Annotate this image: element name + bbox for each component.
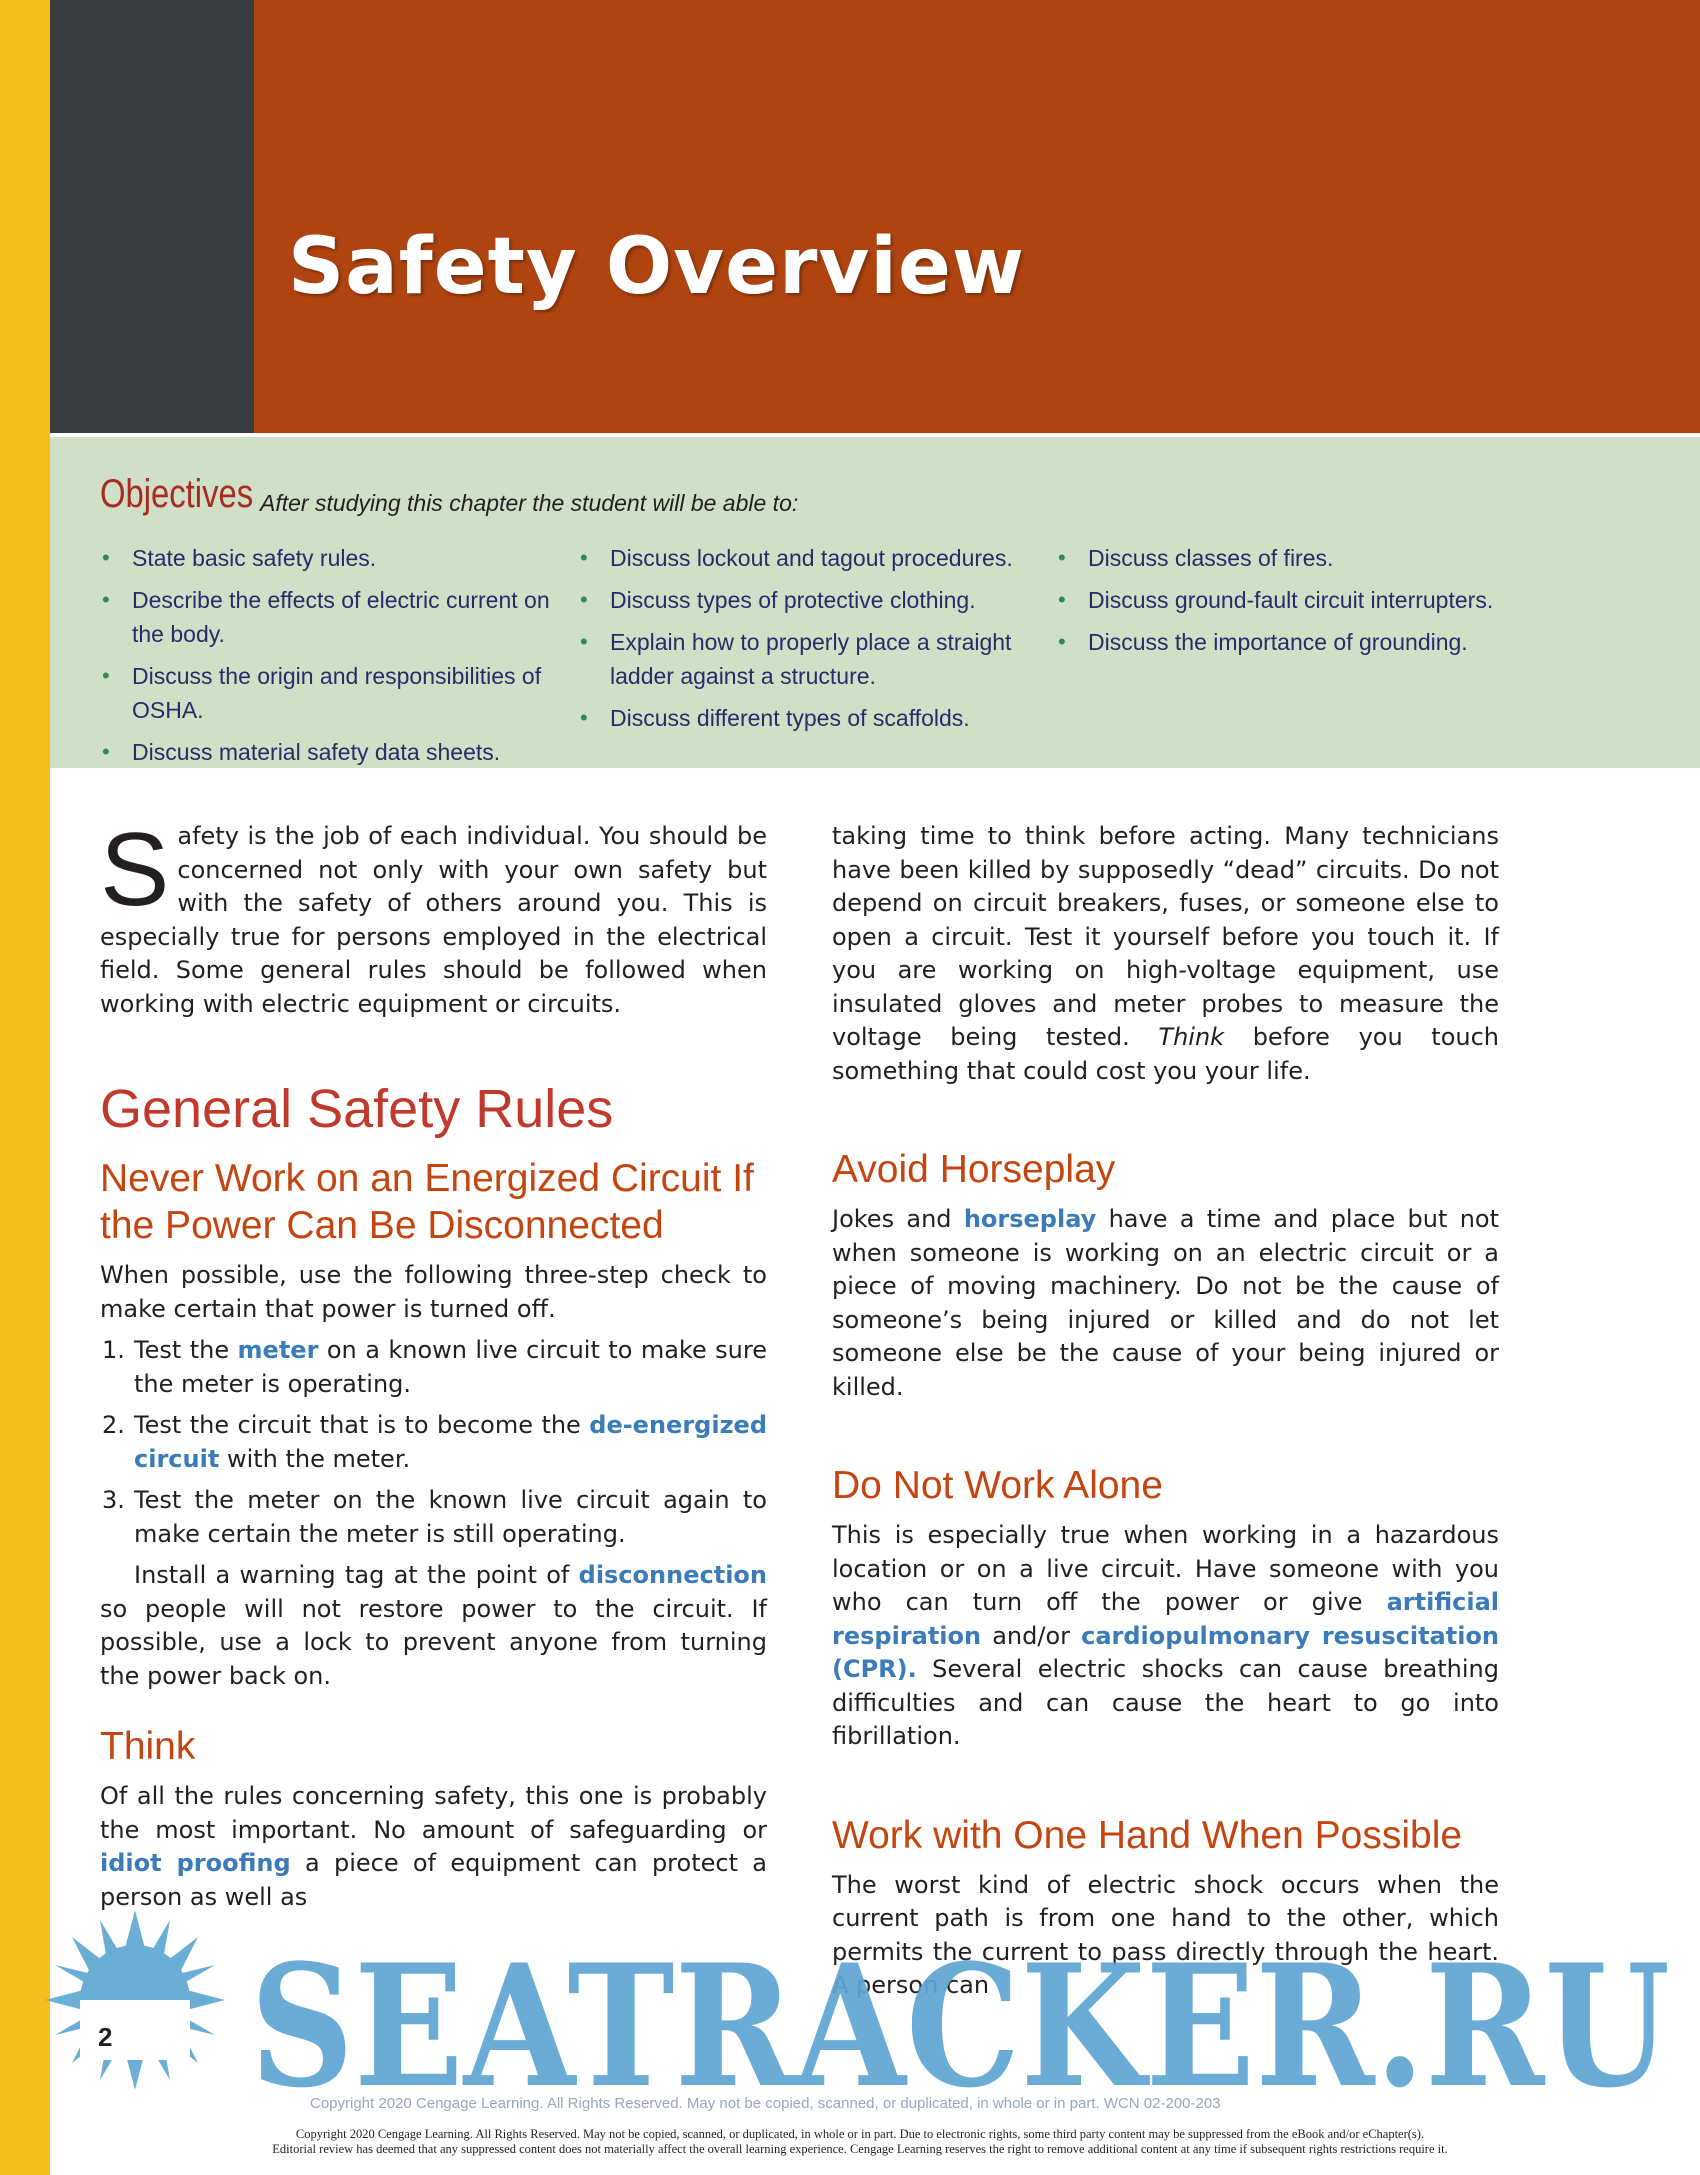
paragraph-text-end: a piece of equipment can protect a person as well as xyxy=(100,1849,767,1911)
disconnection-paragraph xyxy=(100,1559,767,1693)
one-hand-heading: Work with One Hand When Possible xyxy=(832,1813,1463,1857)
header-dark-block xyxy=(50,0,254,433)
paragraph-text: taking time to think before acting. Many technicians have been killed by supposedly “dead” circuits. Do not depend on circuit breakers, fuses, or someone else to open a circuit. Test it yourself before you touch it. If you are working on high-voltage equipment, use insulated gloves and meter probes to measure the voltage being tested. xyxy=(832,822,1499,1051)
bullet-icon: • xyxy=(102,739,110,764)
step-item xyxy=(100,1334,767,1401)
chapter-title-band xyxy=(254,0,1700,433)
objective-text: Discuss lockout and tagout procedures. xyxy=(610,545,1013,571)
bullet-icon: • xyxy=(102,587,110,612)
general-rules-heading: General Safety Rules xyxy=(100,1079,614,1139)
bullet-icon: • xyxy=(1058,629,1066,654)
key-term-artificial-respiration: artificial respiration xyxy=(832,1588,1499,1650)
left-accent-bar xyxy=(0,0,50,2175)
footer-line-1: Copyright 2020 Cengage Learning. All Rights Reserved. May not be copied, scanned, or duplicated, in whole or in part. Due to electronic rights, some third party content may be suppressed from the eBook and/or eChapter(s). xyxy=(295,2127,1425,2141)
step-text-end: on a known live circuit to make sure the meter is operating. xyxy=(134,1336,768,1398)
paragraph-text: Install a warning tag at the point of xyxy=(134,1561,579,1589)
paragraph-text: Of all the rules concerning safety, this one is probably the most important. No amount of safeguarding or xyxy=(100,1782,767,1844)
objectives-column-2 xyxy=(578,541,1023,743)
work-alone-paragraph xyxy=(832,1519,1499,1754)
step-text-end: with the meter. xyxy=(219,1444,411,1473)
objective-text: Describe the effects of electric current on the body. xyxy=(132,587,550,647)
objectives-intro: After studying this chapter the student will be able to: xyxy=(260,490,799,516)
objective-item xyxy=(1056,541,1496,575)
objective-item xyxy=(1056,625,1496,659)
objective-text: Discuss ground-fault circuit interrupters. xyxy=(1088,587,1494,613)
key-term-idiot-proofing: idiot proofing xyxy=(100,1849,291,1877)
never-work-heading: Never Work on an Energized Circuit If the Power Can Be Disconnected xyxy=(100,1157,754,1247)
emphasis-think: Think xyxy=(1158,1023,1225,1051)
intro-paragraph xyxy=(100,812,767,1021)
objective-item xyxy=(578,541,1023,575)
objective-item xyxy=(578,583,1023,617)
objective-text: Discuss types of protective clothing. xyxy=(610,587,976,613)
objectives-column-1 xyxy=(100,541,555,777)
never-work-lead: When possible, use the following three-step check to make certain that power is turned off. xyxy=(100,1261,767,1323)
watermark-copyright: Copyright 2020 Cengage Learning. All Rights Reserved. May not be copied, scanned, or duplicated, in whole or in part. WCN 02-200-203 xyxy=(310,2095,1221,2112)
objective-item xyxy=(1056,583,1496,617)
think-heading: Think xyxy=(100,1725,196,1768)
step-number: 2. xyxy=(102,1411,125,1439)
step-text: Test the meter on the known live circuit again to make certain the meter is still operating. xyxy=(134,1486,767,1548)
step-item xyxy=(100,1484,767,1551)
bullet-icon: • xyxy=(580,705,588,730)
objectives-header xyxy=(100,472,799,517)
paragraph-text-end: before you touch something that could cost you your life. xyxy=(832,1023,1500,1085)
paragraph-text-end: so people will not restore power to the circuit. If possible, use a lock to prevent anyone from turning the power back on. xyxy=(100,1594,767,1690)
objective-item xyxy=(100,659,555,727)
objectives-column-3 xyxy=(1056,541,1496,667)
paragraph-text-end: have a time and place but not when someone is working on an electric circuit or a piece of moving machinery. Do not be the cause of someone’s being injured or killed and do not let someone else be the cause of your being injured or killed. xyxy=(832,1205,1500,1401)
key-term-horseplay: horseplay xyxy=(963,1205,1097,1233)
objective-item xyxy=(578,625,1023,693)
paragraph-text: This is especially true when working in a hazardous location or on a live circuit. Have someone with you who can turn off the power or give xyxy=(832,1521,1499,1616)
page-number: 2 xyxy=(98,2022,113,2052)
bullet-icon: • xyxy=(1058,545,1066,570)
bullet-icon: • xyxy=(580,587,588,612)
bullet-icon: • xyxy=(580,545,588,570)
key-term-disconnection: disconnection xyxy=(578,1561,767,1589)
bullet-icon: • xyxy=(102,545,110,570)
bullet-icon: • xyxy=(102,663,110,688)
think-paragraph xyxy=(100,1780,767,1914)
drop-cap: S xyxy=(100,812,170,928)
body-column-left xyxy=(100,812,768,1914)
objectives-label: Objectives xyxy=(100,472,254,516)
key-term-de-energized-circuit: de-energized circuit xyxy=(134,1411,767,1473)
step-text: Test the circuit that is to become the xyxy=(134,1411,590,1439)
key-term-meter: meter xyxy=(237,1336,319,1364)
horseplay-heading: Avoid Horseplay xyxy=(832,1148,1116,1191)
objective-text: Explain how to properly place a straight ladder against a structure. xyxy=(610,629,1012,689)
objective-item xyxy=(100,735,555,769)
sunburst-logo-icon xyxy=(45,1910,225,2090)
body-column-right xyxy=(832,820,1499,2003)
watermark xyxy=(0,1900,1700,2100)
horseplay-paragraph xyxy=(832,1203,1499,1404)
one-hand-paragraph: The worst kind of electric shock occurs when the current path is from one hand to the other, which permits the current to pass directly through the heart. A person can xyxy=(832,1870,1499,1999)
work-alone-heading: Do Not Work Alone xyxy=(832,1464,1163,1507)
objective-text: Discuss classes of fires. xyxy=(1088,545,1334,571)
chapter-title: Safety Overview xyxy=(288,222,1025,312)
intro-text: afety is the job of each individual. You should be concerned not only with your own safety but with the safety of others around you. This is especially true for persons employed in the electrical field. Some general rules should be followed when working with electric equipment or circuits. xyxy=(100,822,767,1018)
step-text: Test the xyxy=(134,1336,238,1364)
paragraph-text-mid: and/or xyxy=(981,1621,1082,1650)
step-number: 1. xyxy=(102,1336,125,1364)
footer-line-2: Editorial review has deemed that any suppressed content does not materially affect the overall learning experience. Cengage Learning reserves the right to remove additional content at any time if subsequent rights restrictions require it. xyxy=(272,2142,1448,2156)
objective-item xyxy=(100,541,555,575)
watermark-text: SEATRACKER.RU xyxy=(250,1927,1670,2100)
three-step-check-list xyxy=(100,1334,767,1551)
paragraph-text-end: Several electric shocks can cause breathing difficulties and can cause the heart to go into fibrillation. xyxy=(832,1655,1499,1750)
objective-item xyxy=(100,583,555,651)
objective-text: Discuss different types of scaffolds. xyxy=(610,705,970,731)
objective-text: Discuss the importance of grounding. xyxy=(1088,629,1468,655)
bullet-icon: • xyxy=(580,629,588,654)
copyright-footer xyxy=(120,2127,1600,2157)
objective-text: Discuss the origin and responsibilities of OSHA. xyxy=(132,663,542,723)
objective-text: Discuss material safety data sheets. xyxy=(132,739,501,765)
bullet-icon: • xyxy=(1058,587,1066,612)
objective-item xyxy=(578,701,1023,735)
paragraph-text: Jokes and xyxy=(832,1205,964,1233)
key-term-cpr: cardiopulmonary resuscitation (CPR). xyxy=(832,1621,1500,1683)
continued-paragraph xyxy=(832,820,1499,1088)
step-item xyxy=(100,1409,767,1476)
step-number: 3. xyxy=(102,1486,125,1514)
objective-text: State basic safety rules. xyxy=(132,545,377,571)
